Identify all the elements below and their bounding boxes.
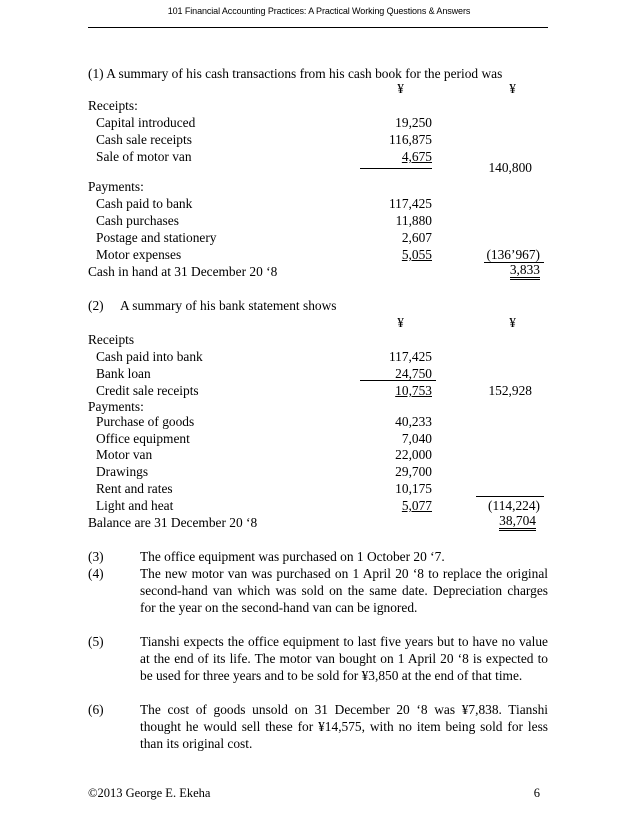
total-rule: [476, 496, 544, 497]
row-label: Credit sale receipts: [96, 383, 199, 398]
row-amount: 116,875: [388, 132, 432, 147]
note-number: (4): [88, 566, 104, 581]
header-rule: [88, 27, 548, 28]
closing-balance-row: [88, 263, 548, 280]
row-amount: 2,607: [401, 230, 432, 245]
running-header: 101 Financial Accounting Practices: A Practical Working Questions & Answers: [167, 6, 471, 16]
row-label: Motor expenses: [96, 247, 182, 262]
table-row: [88, 382, 548, 399]
row-label: Purchase of goods: [96, 414, 195, 429]
row-label: Drawings: [96, 464, 149, 479]
row-amount: 10,753: [395, 383, 432, 398]
note-item: [88, 565, 548, 616]
table-row: [88, 413, 548, 430]
note-number: (6): [88, 702, 104, 717]
note-item: [88, 633, 548, 684]
payments-label: Payments:: [88, 179, 144, 194]
receipts-total: 140,800: [488, 160, 532, 175]
row-amount: 7,040: [401, 431, 432, 446]
table-row: [88, 365, 548, 382]
note-text: The office equipment was purchased on 1 October 20 ‘7.: [140, 549, 445, 564]
payments-label: Payments:: [88, 399, 144, 414]
row-label: Motor van: [96, 447, 153, 462]
section1-intro: (1) A summary of his cash transactions from his cash book for the period was: [88, 66, 503, 81]
section2-number: (2): [88, 298, 104, 313]
table-row: [88, 229, 548, 246]
row-amount: 22,000: [395, 447, 432, 462]
closing-label: Balance are 31 December 20 ‘8: [88, 515, 258, 530]
row-label: Bank loan: [96, 366, 151, 381]
table-row: [88, 463, 548, 480]
currency-col2: ¥: [509, 315, 516, 330]
table-row: [88, 212, 548, 229]
note-item: [88, 548, 548, 565]
section2-currency-row: [88, 314, 548, 331]
section1-payments-heading: [88, 178, 548, 195]
note-text: The new motor van was purchased on 1 April 20 ‘8 to replace the original second-hand van which was sold on the same date. Depreciation charges for the year on the second-hand van can be ignored.: [140, 566, 548, 615]
row-amount: 29,700: [395, 464, 432, 479]
currency-col1: ¥: [397, 81, 404, 96]
row-label: Cash purchases: [96, 213, 179, 228]
row-label: Light and heat: [96, 498, 174, 513]
table-row: [88, 446, 548, 463]
table-row: [88, 195, 548, 212]
section2-intro: A summary of his bank statement shows: [120, 298, 337, 313]
row-amount: 4,675: [401, 149, 432, 164]
receipts-total-row: [88, 159, 548, 176]
section1-receipts-heading: [88, 97, 548, 114]
payments-total: (136’967): [486, 247, 540, 262]
note-text: The cost of goods unsold on 31 December 20 ‘8 was ¥7,838. Tianshi thought he would sell these for ¥14,575, with no item being sold for less than its original cost.: [140, 702, 548, 751]
closing-value: 3,833: [510, 263, 540, 280]
row-amount: 5,077: [401, 498, 432, 513]
row-label: Cash paid into bank: [96, 349, 203, 364]
receipts-label: Receipts: [88, 332, 135, 347]
row-amount: 24,750: [395, 366, 432, 381]
closing-balance-row: [88, 514, 548, 531]
closing-value: 38,704: [499, 514, 536, 531]
row-label: Cash sale receipts: [96, 132, 192, 147]
section1-currency-row: [88, 80, 548, 97]
note-number: (5): [88, 634, 104, 649]
payments-total: (114,224): [488, 498, 540, 513]
row-label: Cash paid to bank: [96, 196, 193, 211]
table-row: [88, 131, 548, 148]
row-amount: 11,880: [395, 213, 432, 228]
receipts-label: Receipts:: [88, 98, 138, 113]
note-number: (3): [88, 549, 104, 564]
table-row: [88, 497, 548, 514]
row-label: Office equipment: [96, 431, 190, 446]
table-row: [88, 246, 548, 263]
table-row: [88, 480, 548, 497]
row-amount: 40,233: [395, 414, 432, 429]
copyright: ©2013 George E. Ekeha: [88, 786, 211, 800]
subtotal-rule: [360, 380, 436, 381]
row-amount: 117,425: [388, 196, 432, 211]
row-amount: 5,055: [401, 247, 432, 262]
row-amount: 19,250: [395, 115, 432, 130]
receipts-total: 152,928: [488, 383, 532, 398]
page-number: 6: [533, 786, 540, 800]
row-label: Sale of motor van: [96, 149, 192, 164]
currency-col2: ¥: [509, 81, 516, 96]
note-item: [88, 701, 548, 752]
total-rule: [484, 262, 544, 263]
table-row: [88, 114, 548, 131]
row-label: Capital introduced: [96, 115, 196, 130]
note-text: Tianshi expects the office equipment to last five years but to have no value at the end of its life. The motor van bought on 1 April 20 ‘8 is expected to be used for three years and to be sold for ¥3,850 at the end of that time.: [140, 634, 548, 683]
section2-intro-row: [88, 297, 548, 314]
row-label: Postage and stationery: [96, 230, 217, 245]
table-row: [88, 430, 548, 447]
closing-label: Cash in hand at 31 December 20 ‘8: [88, 264, 278, 279]
currency-col1: ¥: [397, 315, 404, 330]
row-amount: 117,425: [388, 349, 432, 364]
section2-receipts-heading: [88, 331, 548, 348]
page-footer: [88, 786, 548, 801]
row-amount: 10,175: [395, 481, 432, 496]
row-label: Rent and rates: [96, 481, 173, 496]
table-row: [88, 348, 548, 365]
